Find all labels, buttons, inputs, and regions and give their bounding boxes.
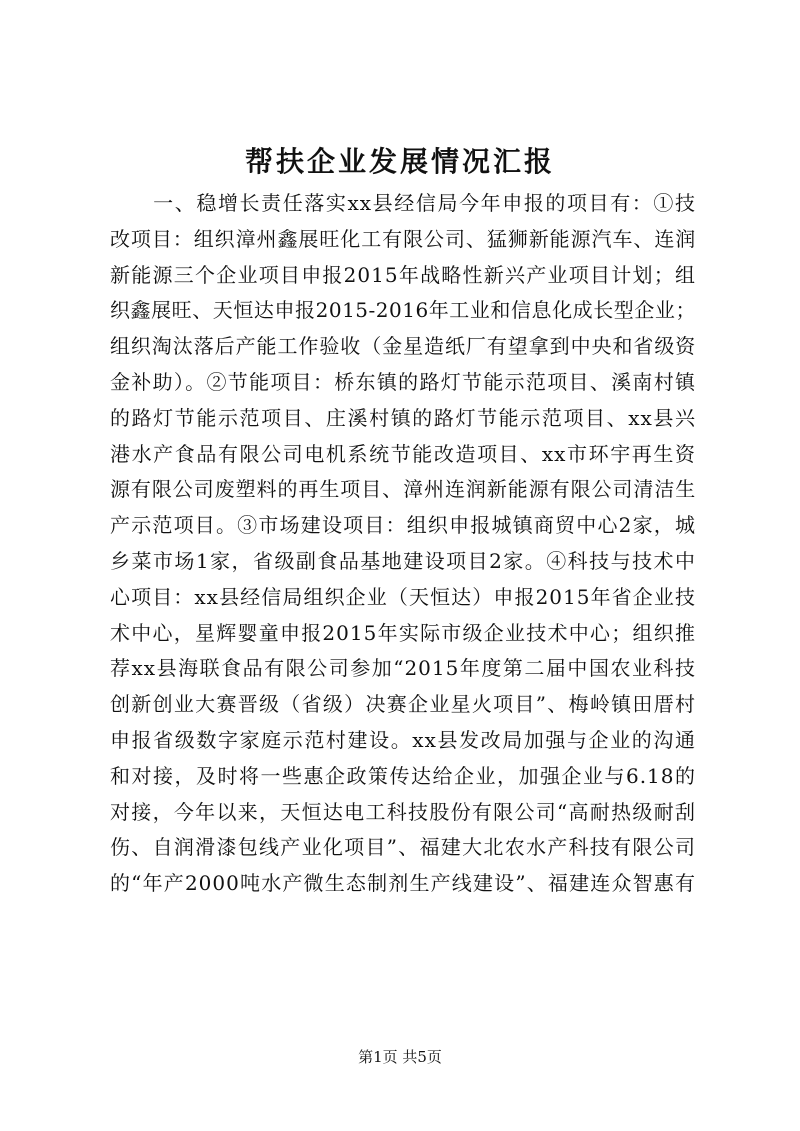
body-line: 创新创业大赛晋级（省级）决赛企业星火项目”、梅岭镇田厝村 — [110, 692, 696, 717]
body-line: 申报省级数字家庭示范村建设。xx县发改局加强与企业的沟通 — [110, 727, 696, 752]
body-line: 荐xx县海联食品有限公司参加“2015年度第二届中国农业科技 — [110, 656, 696, 681]
body-line: 的“年产2000吨水产微生态制剂生产线建设”、福建连众智惠有 — [110, 871, 696, 896]
body-line: 改项目：组织漳州鑫展旺化工有限公司、猛狮新能源汽车、连润 — [110, 226, 696, 251]
body-line: 新能源三个企业项目申报2015年战略性新兴产业项目计划；组 — [110, 262, 696, 287]
body-line: 金补助）。②节能项目：桥东镇的路灯节能示范项目、溪南村镇 — [110, 369, 696, 394]
body-line: 产示范项目。③市场建设项目：组织申报城镇商贸中心2家，城 — [110, 513, 696, 538]
body-line: 伤、自润滑漆包线产业化项目”、福建大北农水产科技有限公司 — [110, 835, 696, 860]
body-line: 织鑫展旺、天恒达申报2015-2016年工业和信息化成长型企业； — [110, 298, 696, 323]
body-line: 心项目：xx县经信局组织企业（天恒达）申报2015年省企业技 — [110, 584, 696, 609]
body-line: 术中心，星辉婴童申报2015年实际市级企业技术中心；组织推 — [110, 620, 696, 645]
body-line: 乡菜市场1家，省级副食品基地建设项目2家。④科技与技术中 — [110, 548, 696, 573]
body-line: 的路灯节能示范项目、庄溪村镇的路灯节能示范项目、xx县兴 — [110, 405, 696, 430]
body-line: 对接，今年以来，天恒达电工科技股份有限公司“高耐热级耐刮 — [110, 799, 696, 824]
body-line: 组织淘汰落后产能工作验收（金星造纸厂有望拿到中央和省级资 — [110, 334, 696, 359]
document-title: 帮扶企业发展情况汇报 — [244, 145, 555, 178]
body-line: 源有限公司废塑料的再生项目、漳州连润新能源有限公司清洁生 — [110, 477, 696, 502]
body-line: 和对接，及时将一些惠企政策传达给企业，加强企业与6.18的 — [110, 763, 696, 788]
body-line: 港水产食品有限公司电机系统节能改造项目、xx市环宇再生资 — [110, 441, 696, 466]
body-line: 一、稳增长责任落实xx县经信局今年申报的项目有：①技 — [110, 191, 696, 215]
page-footer: 第1页 共5页 — [358, 1048, 442, 1066]
document-body — [110, 186, 696, 902]
